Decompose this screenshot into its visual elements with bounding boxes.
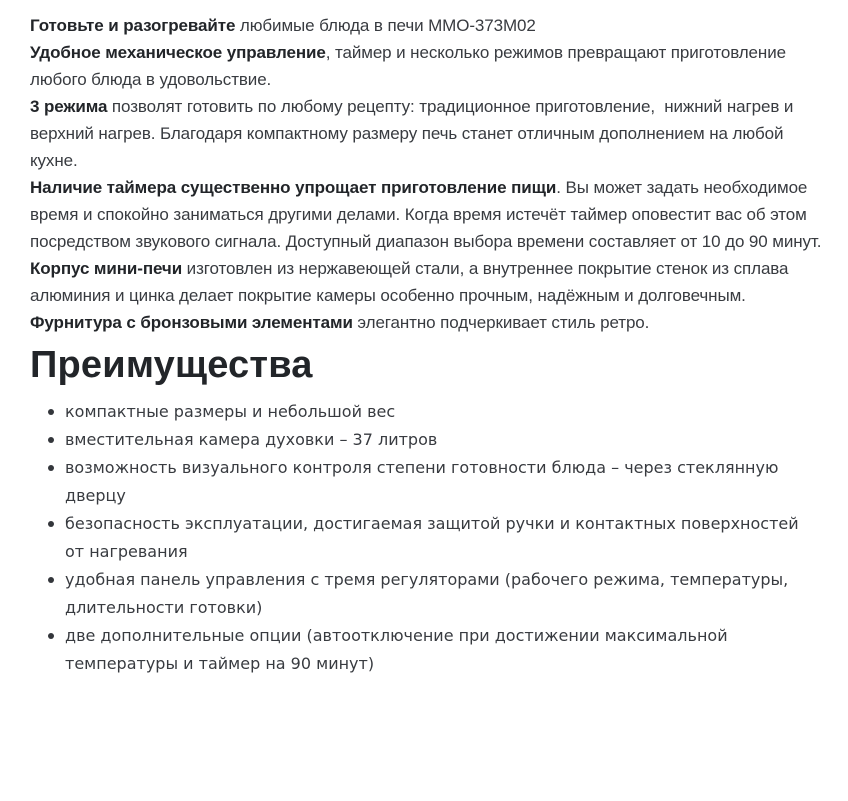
advantage-item: удобная панель управления с тремя регуляторами (рабочего режима, температуры, длительности готовки) xyxy=(30,566,822,622)
advantage-item: возможность визуального контроля степени готовности блюда – через стеклянную дверцу xyxy=(30,454,822,510)
paragraph-bold-lead: Наличие таймера существенно упрощает приготовление пищи xyxy=(30,178,557,197)
description-paragraph xyxy=(30,255,822,309)
advantage-item: компактные размеры и небольшой вес xyxy=(30,398,822,426)
paragraph-text: любимые блюда в печи MMO-373M02 xyxy=(235,16,536,35)
description-paragraph xyxy=(30,39,822,93)
paragraph-bold-lead: Готовьте и разогревайте xyxy=(30,16,236,35)
advantage-item: вместительная камера духовки – 37 литров xyxy=(30,426,822,454)
paragraph-text: элегантно подчеркивает стиль ретро. xyxy=(352,313,650,332)
paragraph-text: . Вы может задать необходимое время и спокойно заниматься другими делами. Когда время истечёт таймер оповестит вас об этом посредством звукового сигнала. Доступный диапазон выбора времени составляет от 10 до 90 минут. xyxy=(30,178,822,251)
paragraph-bold-lead: Корпус мини-печи xyxy=(30,259,183,278)
advantages-list xyxy=(30,398,822,678)
paragraph-bold-lead: Фурнитура с бронзовыми элементами xyxy=(30,313,353,332)
description-paragraph xyxy=(30,12,822,39)
advantages-title: Преимущества xyxy=(30,344,313,386)
paragraph-text: изготовлен из нержавеющей стали, а внутреннее покрытие стенок из сплава алюминия и цинка делает покрытие камеры особенно прочным, надёжным и долговечным. xyxy=(30,259,789,305)
paragraph-text: , таймер и несколько режимов превращают приготовление любого блюда в удовольствие. xyxy=(30,43,786,89)
paragraph-text: позволят готовить по любому рецепту: традиционное приготовление, нижний нагрев и верхний нагрев. Благодаря компактному размеру печь станет отличным дополнением на любой кухне. xyxy=(30,97,794,170)
description-paragraph xyxy=(30,93,822,174)
advantage-item: две дополнительные опции (автоотключение при достижении максимальной температуры и таймер на 90 минут) xyxy=(30,622,822,678)
advantage-item: безопасность эксплуатации, достигаемая защитой ручки и контактных поверхностей от нагревания xyxy=(30,510,822,566)
description-paragraph xyxy=(30,309,822,336)
paragraph-bold-lead: Удобное механическое управление xyxy=(30,43,326,62)
paragraph-bold-lead: 3 режима xyxy=(30,97,108,116)
description-paragraph xyxy=(30,174,822,255)
